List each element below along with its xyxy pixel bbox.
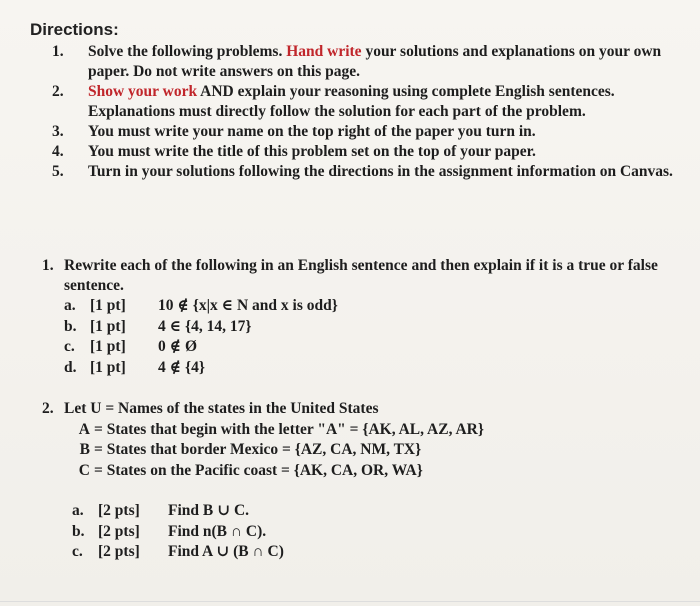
direction-text: your solutions and explanations on your own paper. Do not write answers on this page.	[88, 43, 662, 80]
directions-title: Directions:	[30, 20, 119, 39]
direction-item-3	[52, 122, 682, 142]
part-item	[64, 317, 672, 338]
part-item	[72, 542, 672, 563]
set-name: B	[79, 441, 90, 458]
direction-item-2	[52, 82, 682, 122]
part-item	[64, 337, 672, 358]
part-expression: 0 ∉ Ø	[158, 338, 198, 355]
part-letter: a.	[64, 297, 76, 314]
direction-item-1	[52, 42, 682, 82]
part-points: [1 pt]	[90, 338, 126, 355]
part-item	[64, 296, 672, 317]
part-item	[72, 501, 672, 522]
directions-list	[52, 42, 682, 182]
direction-text: AND explain your reasoning using complete English sentences. Explanations must directly follow the solution for each part of the problem.	[88, 83, 615, 120]
question-text: Rewrite each of the following in an English sentence and then explain if it is a true or false sentence.	[64, 257, 658, 294]
set-description: = States that begin with the letter "A" = {AK, AL, AZ, AR}	[94, 420, 484, 438]
question-1-parts	[64, 296, 672, 378]
part-letter: c.	[64, 338, 75, 355]
direction-highlight: Show your work	[88, 83, 198, 100]
question-2-parts	[72, 501, 672, 563]
set-description: = States that border Mexico = {AZ, CA, NM, TX}	[94, 441, 422, 458]
question-1	[42, 256, 672, 378]
direction-number: 3.	[52, 123, 64, 140]
part-expression: 4 ∉ {4}	[158, 358, 205, 376]
question-2	[42, 399, 672, 563]
part-points: [2 pts]	[98, 543, 140, 560]
set-description: = States on the Pacific coast = {AK, CA, OR, WA}	[94, 461, 423, 479]
part-item	[72, 522, 672, 543]
direction-item-5	[52, 162, 682, 182]
direction-text: Turn in your solutions following the directions in the assignment information on Canvas.	[88, 163, 673, 180]
question-number: 2.	[42, 400, 54, 417]
part-points: [1 pt]	[90, 317, 126, 335]
part-letter: c.	[72, 543, 83, 560]
part-expression: Find B ∪ C.	[168, 502, 250, 519]
part-points: [2 pts]	[98, 502, 140, 519]
part-letter: b.	[72, 522, 85, 540]
part-expression: Find A ∪ (B ∩ C)	[168, 543, 284, 560]
set-definition	[64, 440, 672, 461]
set-name: A	[78, 420, 90, 438]
part-item	[64, 358, 672, 379]
direction-number: 2.	[52, 83, 64, 100]
part-points: [2 pts]	[98, 522, 140, 540]
direction-highlight: Hand write	[286, 43, 362, 60]
part-letter: d.	[64, 358, 77, 376]
part-expression: Find n(B ∩ C).	[168, 522, 267, 540]
direction-number: 1.	[52, 43, 64, 60]
set-definition	[64, 461, 672, 482]
part-letter: a.	[72, 502, 84, 519]
part-expression: 10 ∉ {x|x ∈ N and x is odd}	[158, 297, 338, 314]
direction-text: You must write the title of this problem set on the top of your paper.	[88, 143, 536, 160]
direction-text: You must write your name on the top right of the paper you turn in.	[88, 123, 536, 140]
direction-text: Solve the following problems.	[88, 43, 283, 60]
direction-number: 5.	[52, 163, 64, 180]
part-points: [1 pt]	[90, 358, 126, 376]
part-points: [1 pt]	[90, 297, 126, 314]
direction-item-4	[52, 142, 682, 162]
part-letter: b.	[64, 317, 77, 335]
set-definition	[64, 420, 672, 441]
question-number: 1.	[42, 257, 54, 274]
question-intro: Let U = Names of the states in the United States	[64, 400, 379, 417]
page-bottom-edge	[0, 601, 700, 602]
part-expression: 4 ∈ {4, 14, 17}	[158, 317, 252, 335]
direction-number: 4.	[52, 143, 64, 160]
set-name: C	[78, 461, 90, 479]
